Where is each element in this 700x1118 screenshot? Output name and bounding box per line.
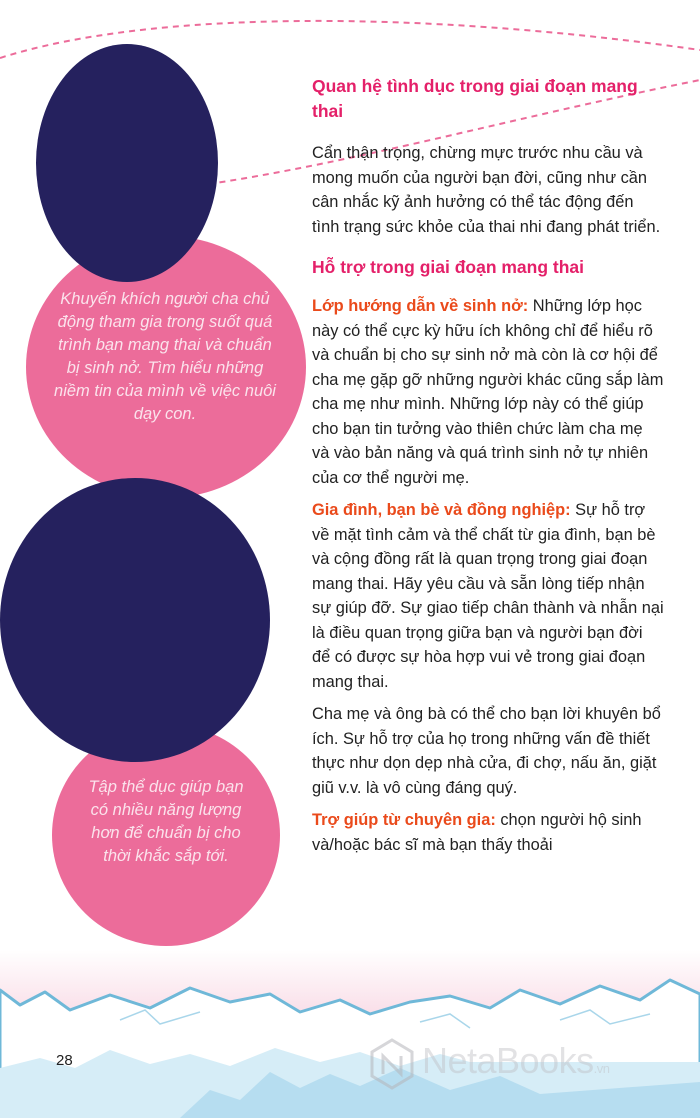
lead-family: Gia đình, bạn bè và đồng nghiệp:	[312, 501, 571, 519]
section-heading-support: Hỗ trợ trong giai đoạn mang thai	[312, 257, 585, 277]
watermark	[368, 1040, 609, 1082]
lead-classes: Lớp hướng dẫn về sinh nở:	[312, 297, 529, 315]
paragraph-professional	[312, 808, 664, 857]
section-heading-sex: Quan hệ tình dục trong giai đoạn mang thai	[312, 76, 638, 121]
paragraph-grandparents: Cha mẹ và ông bà có thể cho bạn lời khuyên bổ ích. Sự hỗ trợ của họ trong những vấn đề thiết thực như dọn dẹp nhà cửa, đi chợ, nấu ăn, giặt giũ v.v. là vô cùng đáng quý.	[312, 705, 661, 797]
navy-circle-top	[36, 44, 218, 282]
main-text-column	[312, 74, 664, 857]
sidebar-quote-1: Khuyến khích người cha chủ động tham gia trong suốt quá trình bạn mang thai và chuẩn bị sinh nở. Tìm hiểu những niềm tin của mình về việc nuôi dạy con.	[54, 290, 276, 423]
body-classes: Những lớp học này có thể cực kỳ hữu ích không chỉ để hiểu rõ và chuẩn bị cho sự sinh nở mà còn là cơ hội để cha mẹ gặp gỡ những người khác cũng sắp làm cha mẹ như mình. Những lớp này có thể giúp cho bạn tin tưởng vào thiên chức làm cha mẹ và vào bản năng và quá trình sinh nở tự nhiên của cơ thể người mẹ.	[312, 297, 664, 487]
lead-professional: Trợ giúp từ chuyên gia:	[312, 811, 496, 829]
body-professional: chọn người hộ sinh và/hoặc bác sĩ mà bạn thấy thoải	[312, 811, 642, 854]
navy-circle-middle	[0, 478, 270, 762]
mountain-decoration	[0, 950, 700, 1118]
netabooks-logo-icon	[368, 1036, 416, 1092]
page-number: 28	[56, 1052, 73, 1069]
paragraph-classes	[312, 294, 664, 490]
sidebar-quote-2: Tập thể dục giúp bạn có nhiều năng lượng hơn để chuẩn bị cho thời khắc sắp tới.	[88, 778, 244, 865]
watermark-suffix: .vn	[593, 1061, 610, 1076]
body-family: Sự hỗ trợ về mặt tình cảm và thể chất từ gia đình, bạn bè và cộng đồng rất là quan trọng trong giai đoạn mang thai. Hãy yêu cầu và sẵn lòng tiếp nhận sự giúp đỡ. Sự giao tiếp chân thành và nhẫn nại là điều quan trọng giữa bạn và người bạn đời để có được sự hòa hợp vui vẻ trong giai đoạn mang thai.	[312, 501, 664, 691]
watermark-text: NetaBooks	[422, 1040, 594, 1081]
paragraph-sex: Cẩn thận trọng, chừng mực trước nhu cầu và mong muốn của người bạn đời, cũng như cần cân nhắc kỹ ảnh hưởng có thể tác động đến tình trạng sức khỏe của thai nhi đang phát triển.	[312, 144, 661, 236]
paragraph-family	[312, 498, 664, 694]
